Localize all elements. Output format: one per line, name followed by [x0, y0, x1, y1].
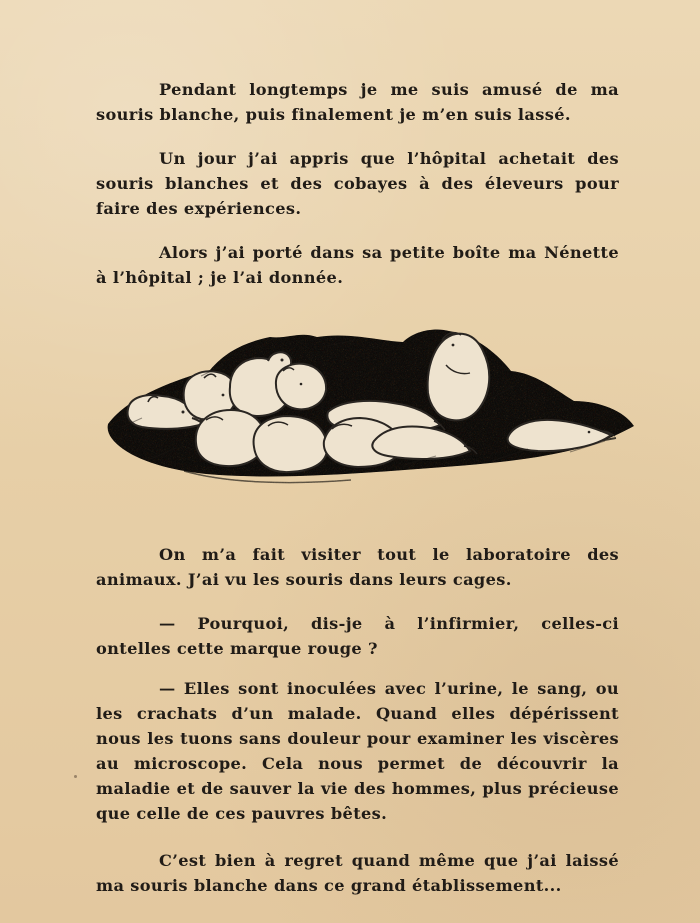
paragraph-3: Alors j’ai porté dans sa petite boîte ma Nénette à l’hôpital ; je l’ai donnée. [96, 243, 619, 288]
paragraph-1: Pendant longtemps je me suis amusé de ma souris blanche, puis finalement je m’en suis lassé. [96, 80, 619, 125]
white-mouse-8 [254, 416, 328, 472]
white-mouse-4 [276, 364, 326, 410]
paragraph-5: — Pourquoi, dis-je à l’infirmier, celles-ci ontelles cette marque rouge ? [96, 614, 619, 659]
paragraph-7: C’est bien à regret quand même que j’ai laissé ma souris blanche dans ce grand établissement... [96, 851, 619, 896]
mice-illustration [100, 315, 640, 495]
paragraph-4: On m’a fait visiter tout le laboratoire des animaux. J’ai vu les souris dans leurs cages. [96, 545, 619, 590]
paper-speck [74, 775, 77, 778]
paragraph-2: Un jour j’ai appris que l’hôpital achetait des souris blanches et des cobayes à des éleveurs pour faire des expériences. [96, 149, 619, 219]
paragraph-6: — Elles sont inoculées avec l’urine, le sang, ou les crachats d’un malade. Quand elles dépérissent nous les tuons sans douleur pour examiner les viscères au microscope. Cela nous permet de découvrir la maladie et de sauver la vie des hommes, plus précieuse que celle de ces pauvres bêtes. [96, 679, 619, 824]
